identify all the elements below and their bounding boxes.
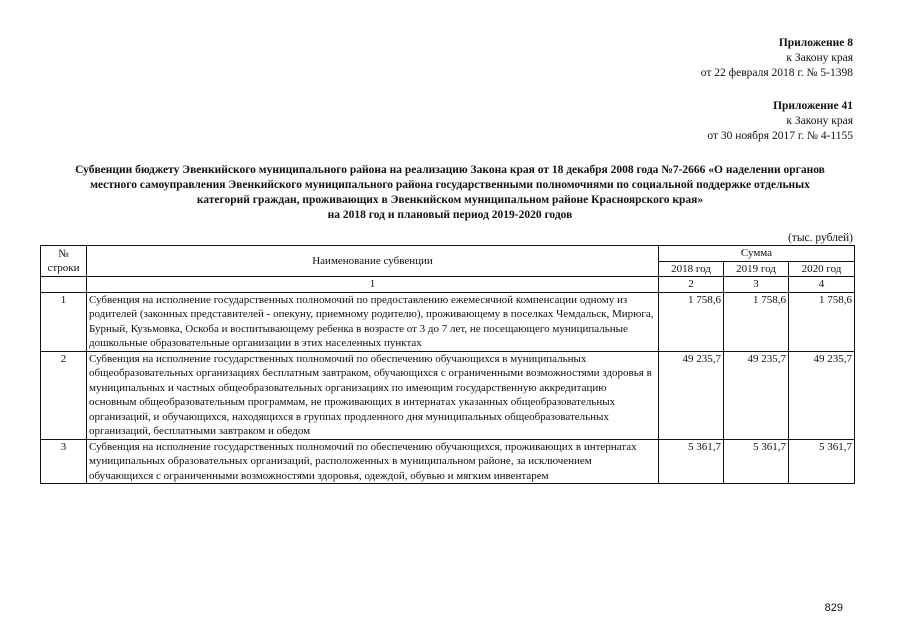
col-header-sum: Сумма bbox=[659, 246, 855, 262]
col-header-year: 2019 год bbox=[724, 261, 789, 277]
amount-2020: 49 235,7 bbox=[789, 351, 855, 439]
amount-2018: 5 361,7 bbox=[659, 439, 724, 484]
col-header-no-line: № bbox=[58, 247, 69, 260]
annex-law-date: от 30 ноября 2017 г. № 4-1155 bbox=[707, 130, 853, 142]
col-header-no-line: строки bbox=[47, 262, 80, 274]
column-number-blank bbox=[41, 277, 87, 293]
column-number: 2 bbox=[659, 277, 724, 293]
annex-header-41 bbox=[707, 99, 853, 144]
col-header-no bbox=[41, 246, 87, 277]
col-header-year: 2020 год bbox=[789, 261, 855, 277]
table-row bbox=[41, 292, 855, 351]
amount-2019: 5 361,7 bbox=[724, 439, 789, 484]
document-title bbox=[40, 163, 860, 223]
row-number: 3 bbox=[41, 439, 87, 484]
annex-law-ref: к Закону края bbox=[786, 115, 853, 127]
amount-2019: 49 235,7 bbox=[724, 351, 789, 439]
column-number: 3 bbox=[724, 277, 789, 293]
table-header-row bbox=[41, 246, 855, 262]
annex-law-ref: к Закону края bbox=[786, 52, 853, 64]
amount-2019: 1 758,6 bbox=[724, 292, 789, 351]
table-row bbox=[41, 439, 855, 484]
annex-title: Приложение 8 bbox=[778, 37, 853, 49]
column-number: 1 bbox=[87, 277, 659, 293]
subvention-name: Субвенция на исполнение государственных полномочий по обеспечению обучающихся в муниципальных общеобразовательных организациях бесплатным завтраком, обучающихся с ограниченными возможностями здоровья в муниципальных и частных общеобразовательных организациях по имеющим государственную аккредитацию основным общеобразовательным программам, не проживающих в интернатах указанных общеобразовательных организаций, и обучающихся, находящихся в группах продленного дня муниципальных общеобразовательных организаций, бесплатными завтраком и обедом bbox=[87, 351, 659, 439]
amount-2018: 49 235,7 bbox=[659, 351, 724, 439]
amount-2018: 1 758,6 bbox=[659, 292, 724, 351]
table-row bbox=[41, 351, 855, 439]
row-number: 2 bbox=[41, 351, 87, 439]
subvention-name: Субвенция на исполнение государственных полномочий по предоставлению ежемесячной компенсации одному из родителей (законных представителей - опекуну, приемному родителю), проживающему в поселках Чемдальск, Мирюга, Бурный, Кузьмовка, Оскоба и воспитывающему ребенка в возрасте от 3 до 7 лет, не посещающего муниципальные дошкольные образовательные организации в этих населенных пунктах bbox=[87, 292, 659, 351]
unit-label: (тыс. рублей) bbox=[787, 232, 853, 244]
subvention-table bbox=[40, 245, 855, 484]
title-line: категорий граждан, проживающих в Эвенкийском муниципальном районе Красноярского края» bbox=[196, 194, 704, 206]
row-number: 1 bbox=[41, 292, 87, 351]
amount-2020: 5 361,7 bbox=[789, 439, 855, 484]
title-line: Субвенции бюджету Эвенкийского муниципального района на реализацию Закона края от 18 декабря 2008 года №7-2666 «О наделении органов bbox=[75, 164, 825, 176]
column-number-row bbox=[41, 277, 855, 293]
amount-2020: 1 758,6 bbox=[789, 292, 855, 351]
col-header-name: Наименование субвенции bbox=[87, 246, 659, 277]
title-line: местного самоуправления Эвенкийского муниципального района государственными полномочиями по социальной поддержке отдельных bbox=[90, 179, 810, 191]
annex-title: Приложение 41 bbox=[773, 100, 853, 112]
annex-header-8 bbox=[701, 36, 853, 81]
subvention-name: Субвенция на исполнение государственных полномочий по обеспечению обучающихся, проживающих в интернатах муниципальных образовательных организаций, расположенных в муниципальном районе, за исключением обучающихся с ограниченными возможностями здоровья, одеждой, обувью и мягким инвентарем bbox=[87, 439, 659, 484]
annex-law-date: от 22 февраля 2018 г. № 5-1398 bbox=[700, 67, 853, 79]
col-header-year: 2018 год bbox=[659, 261, 724, 277]
title-line: на 2018 год и плановый период 2019-2020 годов bbox=[327, 209, 573, 221]
column-number: 4 bbox=[789, 277, 855, 293]
page-number: 829 bbox=[824, 602, 843, 614]
